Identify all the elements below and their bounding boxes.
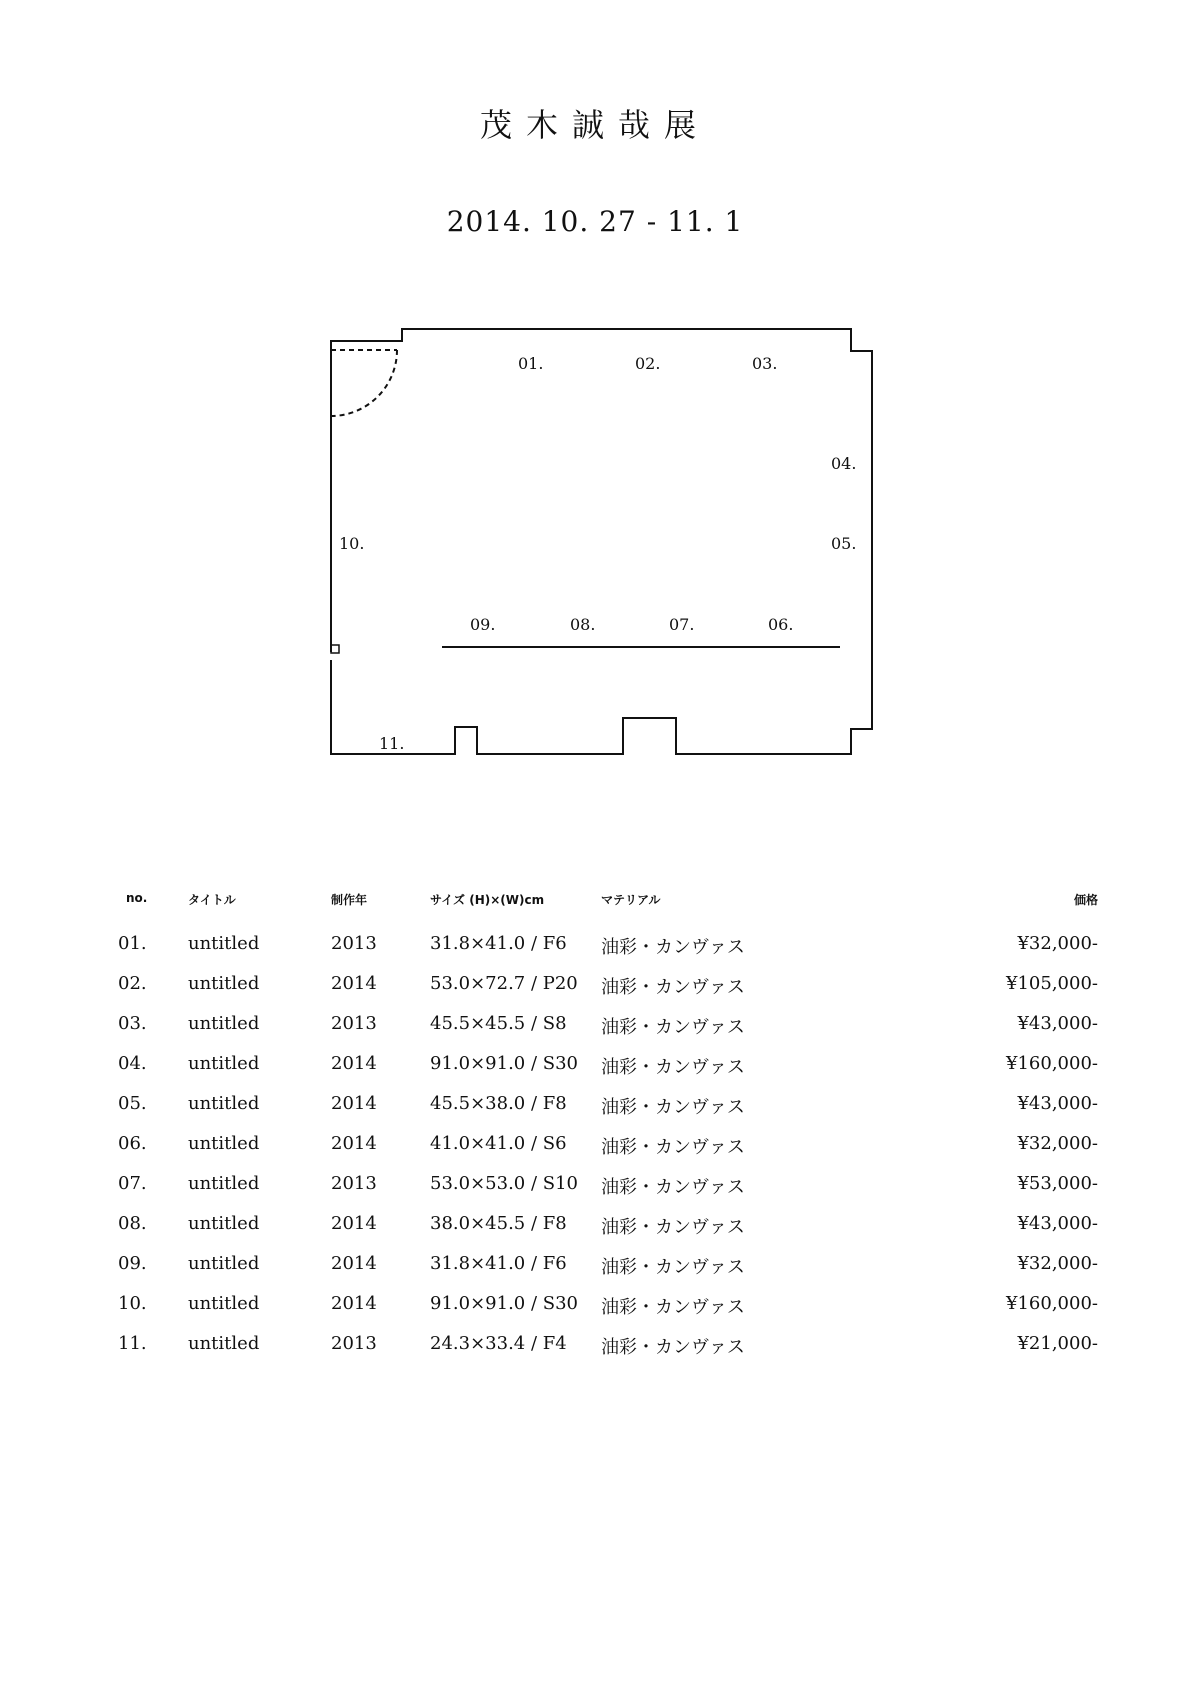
table-row bbox=[0, 1213, 1190, 1243]
cell-size: 53.0×72.7 / P20 bbox=[430, 973, 578, 994]
plan-label-11: 11. bbox=[379, 734, 405, 753]
table-row bbox=[0, 1053, 1190, 1083]
exhibition-dates: 2014. 10. 27 - 11. 1 bbox=[446, 205, 744, 238]
cell-year: 2014 bbox=[331, 1253, 377, 1274]
exhibition-title: 茂木誠哉展 bbox=[479, 106, 710, 144]
cell-material: 油彩・カンヴァス bbox=[601, 1257, 745, 1278]
cell-no: 10. bbox=[118, 1293, 147, 1314]
cell-price: ¥43,000- bbox=[1017, 1213, 1098, 1234]
cell-year: 2013 bbox=[331, 1173, 377, 1194]
cell-title: untitled bbox=[188, 1173, 260, 1194]
cell-size: 31.8×41.0 / F6 bbox=[430, 933, 567, 954]
cell-no: 11. bbox=[118, 1333, 147, 1354]
plan-label-08: 08. bbox=[570, 615, 596, 634]
table-row bbox=[0, 1173, 1190, 1203]
cell-size: 24.3×33.4 / F4 bbox=[430, 1333, 567, 1354]
cell-material: 油彩・カンヴァス bbox=[601, 1217, 745, 1238]
cell-size: 41.0×41.0 / S6 bbox=[430, 1133, 567, 1154]
cell-price: ¥32,000- bbox=[1017, 1253, 1098, 1274]
cell-material: 油彩・カンヴァス bbox=[601, 1057, 745, 1078]
cell-no: 07. bbox=[118, 1173, 147, 1194]
cell-title: untitled bbox=[188, 1213, 260, 1234]
cell-material: 油彩・カンヴァス bbox=[601, 1177, 745, 1198]
table-row bbox=[0, 973, 1190, 1003]
cell-year: 2014 bbox=[331, 1133, 377, 1154]
cell-size: 38.0×45.5 / F8 bbox=[430, 1213, 567, 1234]
table-row bbox=[0, 933, 1190, 963]
cell-no: 02. bbox=[118, 973, 147, 994]
cell-year: 2014 bbox=[331, 1093, 377, 1114]
cell-no: 04. bbox=[118, 1053, 147, 1074]
cell-title: untitled bbox=[188, 1333, 260, 1354]
cell-material: 油彩・カンヴァス bbox=[601, 937, 745, 958]
cell-material: 油彩・カンヴァス bbox=[601, 1017, 745, 1038]
plan-label-01: 01. bbox=[518, 354, 544, 373]
cell-price: ¥160,000- bbox=[1006, 1053, 1098, 1074]
table-row bbox=[0, 1293, 1190, 1323]
header-size: サイズ (H)×(W)cm bbox=[430, 893, 545, 907]
cell-no: 09. bbox=[118, 1253, 147, 1274]
cell-year: 2013 bbox=[331, 933, 377, 954]
plan-label-07: 07. bbox=[669, 615, 695, 634]
cell-title: untitled bbox=[188, 1253, 260, 1274]
cell-material: 油彩・カンヴァス bbox=[601, 1337, 745, 1358]
cell-title: untitled bbox=[188, 1093, 260, 1114]
cell-size: 31.8×41.0 / F6 bbox=[430, 1253, 567, 1274]
cell-no: 05. bbox=[118, 1093, 147, 1114]
cell-title: untitled bbox=[188, 1013, 260, 1034]
cell-year: 2013 bbox=[331, 1333, 377, 1354]
plan-label-05: 05. bbox=[831, 534, 857, 553]
cell-size: 53.0×53.0 / S10 bbox=[430, 1173, 578, 1194]
cell-year: 2014 bbox=[331, 1293, 377, 1314]
cell-price: ¥53,000- bbox=[1017, 1173, 1098, 1194]
cell-price: ¥43,000- bbox=[1017, 1013, 1098, 1034]
floor-plan-walls bbox=[331, 329, 872, 754]
cell-year: 2014 bbox=[331, 1213, 377, 1234]
cell-price: ¥32,000- bbox=[1017, 933, 1098, 954]
plan-label-06: 06. bbox=[768, 615, 794, 634]
cell-title: untitled bbox=[188, 1293, 260, 1314]
plan-label-02: 02. bbox=[635, 354, 661, 373]
plan-label-04: 04. bbox=[831, 454, 857, 473]
table-row bbox=[0, 1133, 1190, 1163]
cell-no: 01. bbox=[118, 933, 147, 954]
cell-year: 2014 bbox=[331, 1053, 377, 1074]
floor-plan bbox=[0, 0, 1190, 800]
plan-label-09: 09. bbox=[470, 615, 496, 634]
header-year: 制作年 bbox=[331, 893, 368, 907]
cell-title: untitled bbox=[188, 973, 260, 994]
cell-no: 06. bbox=[118, 1133, 147, 1154]
cell-title: untitled bbox=[188, 1053, 260, 1074]
cell-size: 45.5×45.5 / S8 bbox=[430, 1013, 567, 1034]
plan-label-03: 03. bbox=[752, 354, 778, 373]
cell-year: 2014 bbox=[331, 973, 377, 994]
cell-title: untitled bbox=[188, 933, 260, 954]
cell-price: ¥105,000- bbox=[1006, 973, 1098, 994]
entrance-door bbox=[331, 350, 397, 416]
cell-price: ¥43,000- bbox=[1017, 1093, 1098, 1114]
cell-size: 91.0×91.0 / S30 bbox=[430, 1053, 578, 1074]
header-material: マテリアル bbox=[601, 893, 661, 907]
header-price: 価格 bbox=[1073, 893, 1098, 907]
cell-no: 08. bbox=[118, 1213, 147, 1234]
cell-size: 45.5×38.0 / F8 bbox=[430, 1093, 567, 1114]
table-row bbox=[0, 1333, 1190, 1363]
cell-year: 2013 bbox=[331, 1013, 377, 1034]
cell-title: untitled bbox=[188, 1133, 260, 1154]
header-no: no. bbox=[126, 891, 148, 905]
header-title: タイトル bbox=[188, 893, 236, 907]
cell-material: 油彩・カンヴァス bbox=[601, 977, 745, 998]
cell-size: 91.0×91.0 / S30 bbox=[430, 1293, 578, 1314]
table-row bbox=[0, 1093, 1190, 1123]
plan-label-10: 10. bbox=[339, 534, 365, 553]
table-row bbox=[0, 1253, 1190, 1283]
cell-material: 油彩・カンヴァス bbox=[601, 1137, 745, 1158]
cell-material: 油彩・カンヴァス bbox=[601, 1297, 745, 1318]
cell-price: ¥21,000- bbox=[1017, 1333, 1098, 1354]
cell-price: ¥32,000- bbox=[1017, 1133, 1098, 1154]
table-row bbox=[0, 1013, 1190, 1043]
cell-no: 03. bbox=[118, 1013, 147, 1034]
cell-price: ¥160,000- bbox=[1006, 1293, 1098, 1314]
cell-material: 油彩・カンヴァス bbox=[601, 1097, 745, 1118]
